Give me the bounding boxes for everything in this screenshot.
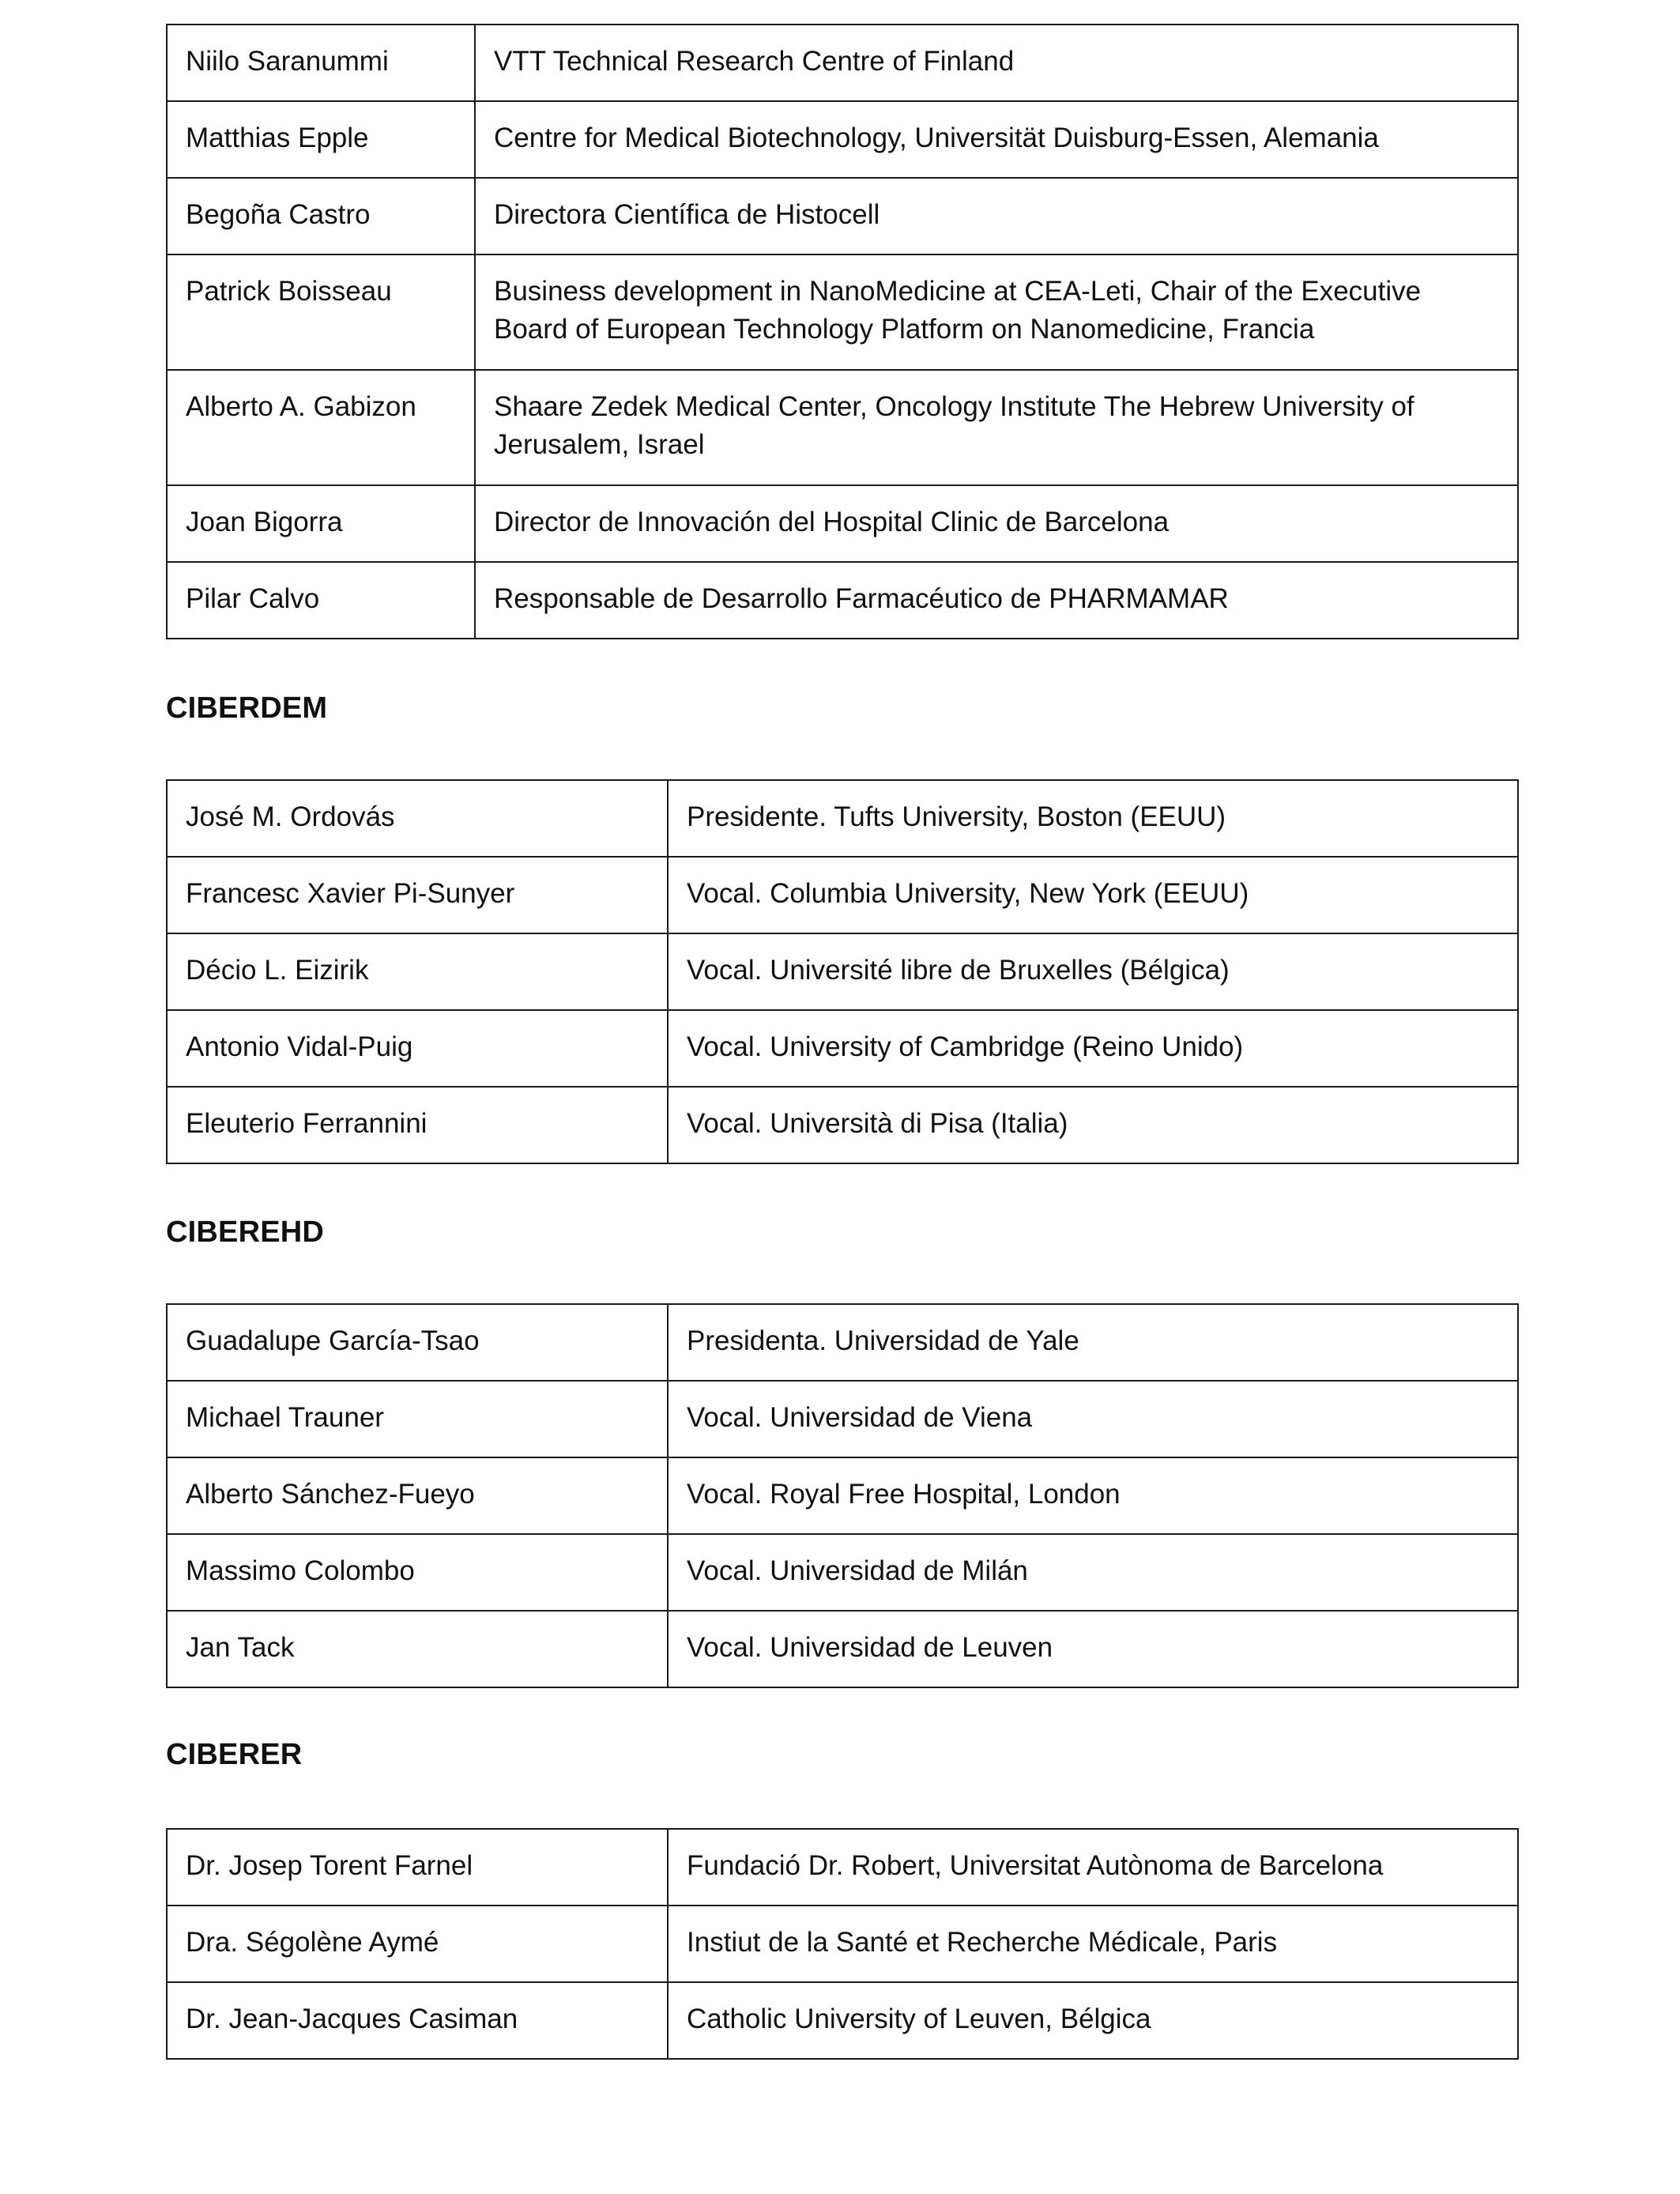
member-affiliation: Director de Innovación del Hospital Clinic de Barcelona [475,485,1518,562]
member-name: Dr. Josep Torent Farnel [167,1829,668,1906]
table-row [167,1457,1518,1534]
table-row [167,857,1518,933]
member-affiliation: Vocal. University of Cambridge (Reino Unido) [668,1010,1518,1087]
section-heading-ciberer: CIBERER [166,1738,303,1771]
member-name: Pilar Calvo [167,562,475,639]
member-name: Dra. Ségolène Aymé [167,1906,668,1982]
table-row [167,1829,1518,1906]
table-row [167,370,1518,485]
member-affiliation: VTT Technical Research Centre of Finland [475,25,1518,101]
member-name: Guadalupe García-Tsao [167,1304,668,1381]
member-affiliation: Business development in NanoMedicine at CEA-Leti, Chair of the Executive Board of European Technology Platform on Nanomedicine, Francia [475,254,1518,370]
member-affiliation: Presidenta. Universidad de Yale [668,1304,1518,1381]
table-row [167,254,1518,370]
member-affiliation: Vocal. Università di Pisa (Italia) [668,1087,1518,1163]
table-row [167,1534,1518,1611]
member-name: Alberto Sánchez-Fueyo [167,1457,668,1534]
table-row [167,485,1518,562]
member-name: Michael Trauner [167,1381,668,1457]
table-row [167,1906,1518,1982]
table-row [167,933,1518,1010]
member-name: Joan Bigorra [167,485,475,562]
member-affiliation: Vocal. Université libre de Bruxelles (Bélgica) [668,933,1518,1010]
member-affiliation: Responsable de Desarrollo Farmacéutico de PHARMAMAR [475,562,1518,639]
table-row [167,25,1518,101]
member-affiliation: Vocal. Universidad de Leuven [668,1611,1518,1687]
member-name: Begoña Castro [167,178,475,254]
table-row [167,1982,1518,2059]
member-name: Eleuterio Ferrannini [167,1087,668,1163]
table-row [167,178,1518,254]
member-affiliation: Vocal. Universidad de Milán [668,1534,1518,1611]
member-affiliation: Vocal. Columbia University, New York (EEUU) [668,857,1518,933]
member-name: Décio L. Eizirik [167,933,668,1010]
member-name: Patrick Boisseau [167,254,475,370]
ciberer-table [166,1828,1519,2060]
table-row [167,1087,1518,1163]
member-name: Antonio Vidal-Puig [167,1010,668,1087]
member-name: Niilo Saranummi [167,25,475,101]
advisory-board-table [166,24,1519,639]
member-affiliation: Fundació Dr. Robert, Universitat Autònoma de Barcelona [668,1829,1518,1906]
member-name: Matthias Epple [167,101,475,178]
member-name: José M. Ordovás [167,780,668,857]
table-row [167,101,1518,178]
member-affiliation: Catholic University of Leuven, Bélgica [668,1982,1518,2059]
member-affiliation: Instiut de la Santé et Recherche Médicale, Paris [668,1906,1518,1982]
section-heading-ciberehd: CIBEREHD [166,1216,325,1249]
section-heading-ciberdem: CIBERDEM [166,692,328,725]
ciberdem-table [166,779,1519,1164]
member-affiliation: Directora Científica de Histocell [475,178,1518,254]
member-name: Massimo Colombo [167,1534,668,1611]
table-row [167,1010,1518,1087]
member-name: Alberto A. Gabizon [167,370,475,485]
member-affiliation: Centre for Medical Biotechnology, Universität Duisburg-Essen, Alemania [475,101,1518,178]
member-name: Jan Tack [167,1611,668,1687]
table-row [167,1381,1518,1457]
ciberehd-table [166,1303,1519,1688]
table-row [167,780,1518,857]
member-name: Francesc Xavier Pi-Sunyer [167,857,668,933]
table-row [167,562,1518,639]
member-affiliation: Shaare Zedek Medical Center, Oncology Institute The Hebrew University of Jerusalem, Israel [475,370,1518,485]
table-row [167,1304,1518,1381]
member-affiliation: Presidente. Tufts University, Boston (EEUU) [668,780,1518,857]
table-row [167,1611,1518,1687]
member-affiliation: Vocal. Royal Free Hospital, London [668,1457,1518,1534]
member-affiliation: Vocal. Universidad de Viena [668,1381,1518,1457]
member-name: Dr. Jean-Jacques Casiman [167,1982,668,2059]
